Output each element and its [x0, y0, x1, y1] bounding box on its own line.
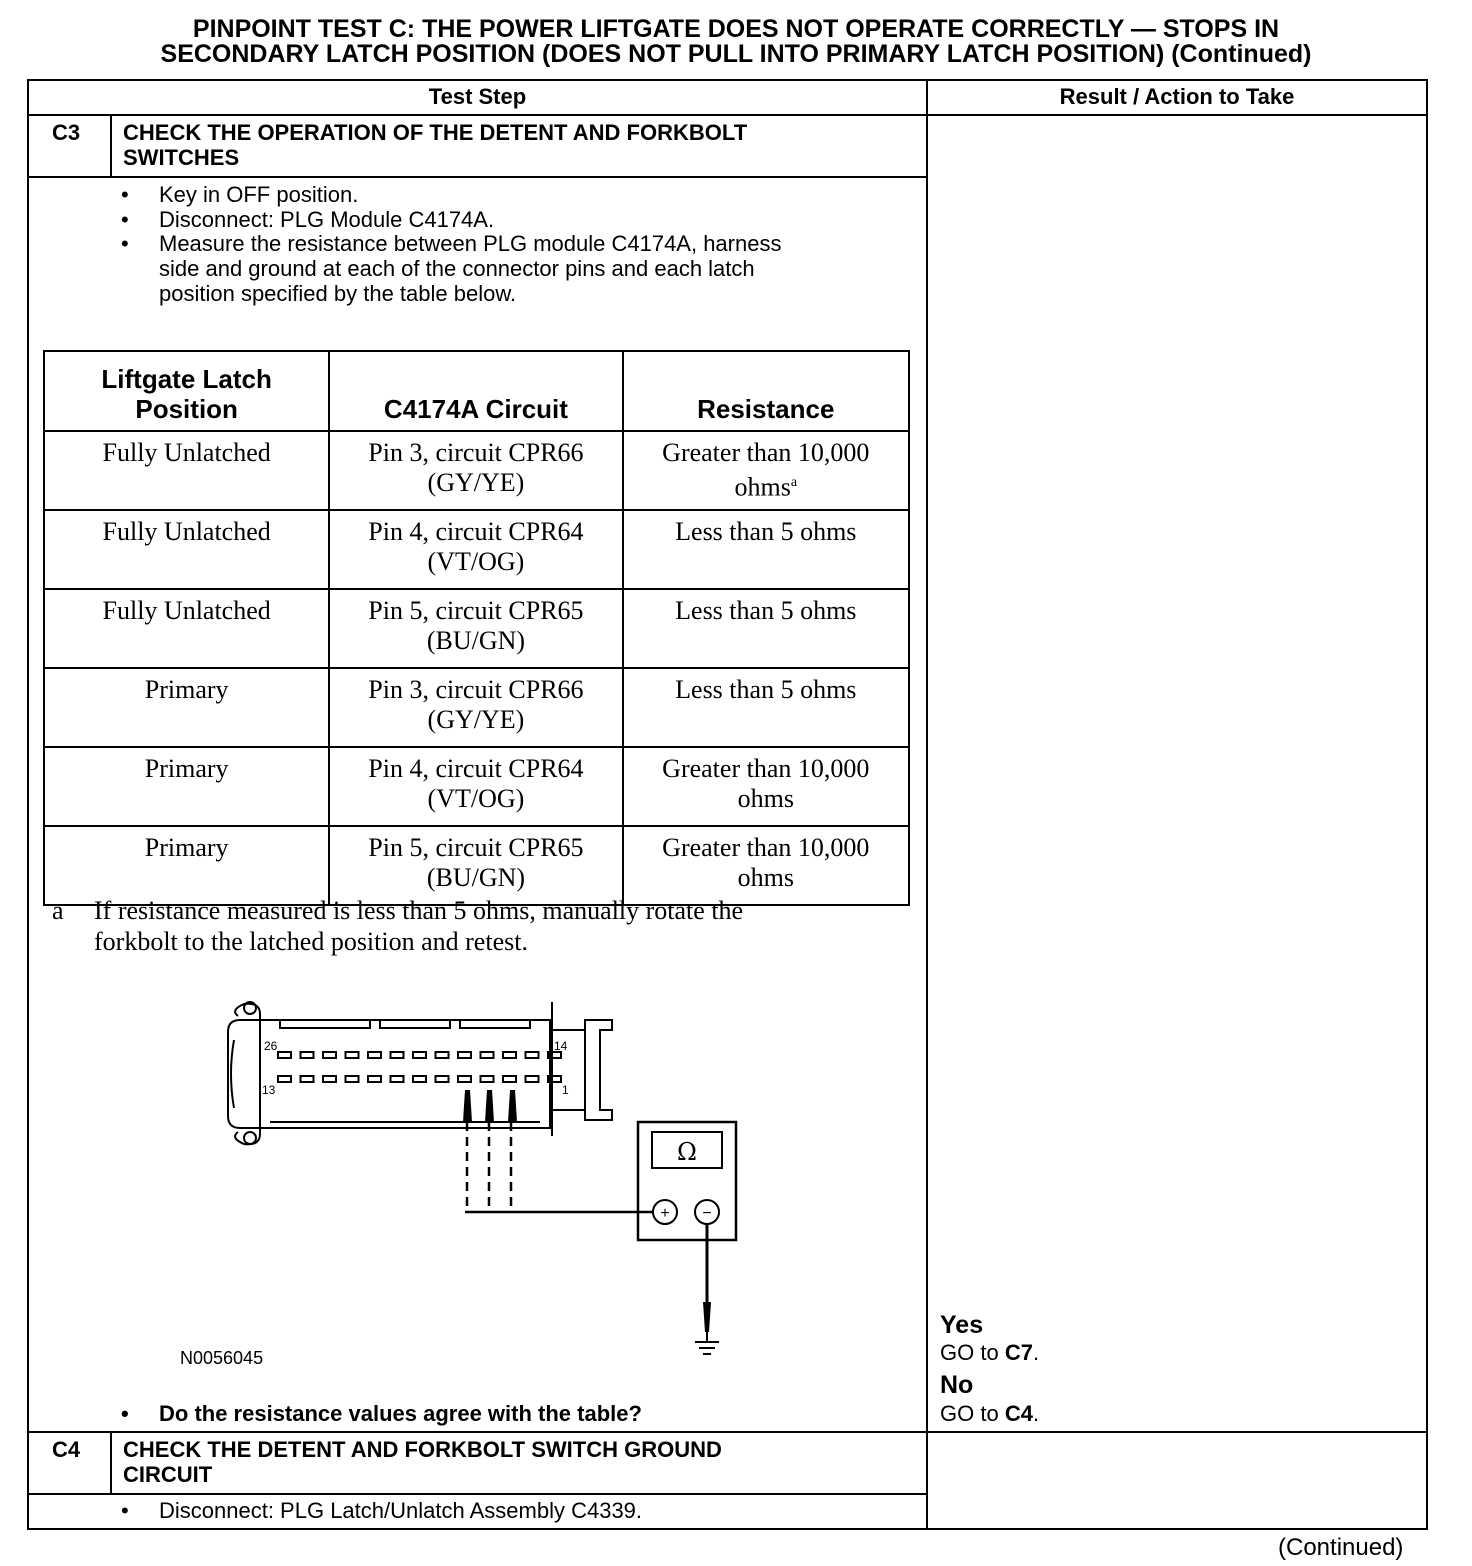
- connector-keys: [280, 1020, 530, 1028]
- cell-text: Pin 5, circuit CPR65: [368, 596, 584, 625]
- table-cell: [44, 747, 329, 826]
- cell-text: Primary: [144, 675, 229, 704]
- pin-cavity: [436, 1052, 449, 1058]
- step-c3-id-divider: [110, 114, 112, 177]
- header-test-step: Test Step: [428, 84, 527, 109]
- instruction-bullet: [121, 182, 911, 207]
- pin-cavity: [278, 1076, 291, 1082]
- bullet-text: side and ground at each of the connector pins and each latch: [159, 256, 755, 281]
- frame-top: [27, 79, 1428, 81]
- table-cell: [44, 668, 329, 747]
- footnote-reference: a: [790, 475, 798, 490]
- pin-cavity: [503, 1052, 516, 1058]
- pin-cavity: [481, 1076, 494, 1082]
- probe-leads: [467, 1122, 511, 1212]
- step-c3-title-line-2: SWITCHES: [123, 145, 240, 170]
- pin-cavity: [368, 1052, 381, 1058]
- cell-text: Primary: [144, 754, 229, 783]
- pin-row-top: [278, 1052, 561, 1058]
- pin-cavity: [323, 1076, 336, 1082]
- cell-text: Fully Unlatched: [102, 596, 271, 625]
- step-c4-top-separator: [27, 1431, 1428, 1433]
- bullet-text: Disconnect: PLG Module C4174A.: [159, 207, 495, 232]
- pin-cavity: [346, 1076, 359, 1082]
- pin-row-bottom: [278, 1076, 561, 1082]
- footnote-line-2: forkbolt to the latched position and retest.: [94, 927, 528, 956]
- pin-cavity: [323, 1052, 336, 1058]
- footnote-mark: a: [52, 896, 64, 925]
- table-cell: [623, 589, 909, 668]
- question-bullet: [121, 1401, 911, 1426]
- cell-text: Pin 4, circuit CPR64: [368, 517, 584, 546]
- table-row: [44, 589, 909, 668]
- cell-text: ohms: [734, 472, 791, 502]
- bullet-dot: •: [121, 182, 129, 207]
- table-cell: [623, 747, 909, 826]
- cell-text: Pin 3, circuit CPR66: [368, 675, 584, 704]
- table-cell: [623, 668, 909, 747]
- cell-text: Greater than 10,000: [662, 438, 870, 467]
- table-cell: [329, 589, 622, 668]
- bullet-text: Measure the resistance between PLG module C4174A, harness: [159, 231, 782, 256]
- cell-text: Fully Unlatched: [102, 517, 271, 546]
- test-probes: [463, 1090, 517, 1122]
- cell-text: ohms: [737, 784, 794, 813]
- table-header-row: [44, 351, 909, 431]
- header-text: C4174A Circuit: [383, 394, 568, 424]
- header-text: Resistance: [697, 394, 835, 424]
- table-cell: [329, 747, 622, 826]
- cell-text: Greater than 10,000: [662, 833, 870, 862]
- header-result: Result / Action to Take: [1059, 84, 1295, 109]
- connector-left-curve: [231, 1040, 234, 1108]
- result-no-action: GO to C4.: [940, 1401, 1040, 1426]
- pin-cavity: [526, 1052, 539, 1058]
- table-cell: [329, 668, 622, 747]
- pin-cavity: [458, 1076, 471, 1082]
- cell-text: (BU/GN): [426, 626, 526, 655]
- ohm-icon: Ω: [677, 1138, 697, 1166]
- column-header-latch-position: [44, 351, 329, 431]
- pin-label-1: 1: [562, 1083, 569, 1097]
- instruction-bullet: [121, 1498, 911, 1523]
- column-divider: [926, 79, 928, 1530]
- table-cell: [329, 826, 622, 905]
- step-c4-title-line-1: CHECK THE DETENT AND FORKBOLT SWITCH GROUND: [123, 1437, 722, 1462]
- table-row: [44, 510, 909, 589]
- table-row: [44, 431, 909, 510]
- connector-test-diagram: [200, 990, 760, 1390]
- connector-body: [228, 1020, 550, 1128]
- footnote-line-1: If resistance measured is less than 5 ohms, manually rotate the: [94, 896, 744, 925]
- pin-cavity: [301, 1076, 314, 1082]
- step-id-c3: C3: [52, 120, 81, 145]
- cell-text: Less than 5 ohms: [675, 517, 857, 546]
- bullet-dot: •: [121, 1401, 129, 1426]
- cell-text: Less than 5 ohms: [675, 596, 857, 625]
- pin-cavity: [503, 1076, 516, 1082]
- table-cell: [329, 510, 622, 589]
- pin-cavity: [391, 1052, 404, 1058]
- figure-id: N0056045: [180, 1348, 264, 1368]
- minus-icon: −: [702, 1205, 712, 1222]
- ground-icon: [695, 1332, 719, 1354]
- bullet-text: position specified by the table below.: [159, 281, 517, 306]
- result-no-label: No: [940, 1371, 974, 1399]
- ground-probe: [703, 1302, 711, 1332]
- question-text: Do the resistance values agree with the table?: [159, 1401, 642, 1426]
- cell-text: Greater than 10,000: [662, 754, 870, 783]
- cell-text: (GY/YE): [427, 468, 525, 497]
- table-cell: [623, 826, 909, 905]
- step-c4-title-separator: [27, 1493, 927, 1495]
- cell-text: Pin 3, circuit CPR66: [368, 438, 584, 467]
- pin-cavity: [301, 1052, 314, 1058]
- pin-cavity: [436, 1076, 449, 1082]
- cell-text: (VT/OG): [427, 547, 525, 576]
- pin-label-13: 13: [262, 1083, 276, 1097]
- link-c7: C7: [1004, 1340, 1033, 1365]
- cell-text: Pin 4, circuit CPR64: [368, 754, 584, 783]
- table-cell: [44, 431, 329, 510]
- bullet-dot: •: [121, 1498, 129, 1523]
- continued-label: (Continued): [1278, 1534, 1404, 1561]
- frame-bottom: [27, 1528, 1428, 1530]
- cell-text: (VT/OG): [427, 784, 525, 813]
- step-c3-title-separator: [27, 176, 927, 178]
- cell-text: Less than 5 ohms: [675, 675, 857, 704]
- table-cell: [44, 589, 329, 668]
- mount-hole-bottom: [244, 1132, 256, 1144]
- cell-text: Pin 5, circuit CPR65: [368, 833, 584, 862]
- frame-left: [27, 79, 29, 1530]
- pin-cavity: [346, 1052, 359, 1058]
- cell-text: Fully Unlatched: [102, 438, 271, 467]
- plus-icon: +: [660, 1205, 670, 1222]
- table-cell: [623, 510, 909, 589]
- result-yes-action: GO to C7.: [940, 1340, 1040, 1365]
- pin-cavity: [368, 1076, 381, 1082]
- pin-label-14: 14: [554, 1039, 568, 1053]
- bullet-dot: •: [121, 231, 129, 256]
- cell-text: ohms: [737, 863, 794, 892]
- pin-cavity: [391, 1076, 404, 1082]
- frame-right: [1426, 79, 1428, 1530]
- result-yes-label: Yes: [940, 1311, 984, 1339]
- cell-text: (BU/GN): [426, 863, 526, 892]
- table-cell: [623, 431, 909, 510]
- step-id-c4: C4: [52, 1437, 81, 1462]
- step-c4-title-line-2: CIRCUIT: [123, 1462, 213, 1487]
- table-row: [44, 747, 909, 826]
- step-c4-id-divider: [110, 1431, 112, 1494]
- table-cell: [44, 826, 329, 905]
- pin-cavity: [526, 1076, 539, 1082]
- step-c3-title-line-1: CHECK THE OPERATION OF THE DETENT AND FORKBOLT: [123, 120, 748, 145]
- table-row: [44, 826, 909, 905]
- pin-cavity: [481, 1052, 494, 1058]
- column-header-circuit: [329, 351, 622, 431]
- resistance-table: [43, 350, 910, 906]
- link-c4: C4: [1004, 1401, 1033, 1426]
- bullet-text: Disconnect: PLG Latch/Unlatch Assembly C4339.: [159, 1498, 643, 1523]
- pin-cavity: [458, 1052, 471, 1058]
- header-separator: [27, 114, 1428, 116]
- page-title-line-2: SECONDARY LATCH POSITION (DOES NOT PULL INTO PRIMARY LATCH POSITION) (Continued): [160, 40, 1312, 68]
- connector-latch: [585, 1020, 612, 1120]
- table-row: [44, 668, 909, 747]
- cell-text: (GY/YE): [427, 705, 525, 734]
- header-text: Liftgate Latch: [101, 364, 272, 394]
- instruction-bullet: [121, 207, 911, 232]
- table-cell: [44, 510, 329, 589]
- pin-cavity: [413, 1052, 426, 1058]
- cell-text: Primary: [144, 833, 229, 862]
- instruction-bullet: [121, 231, 911, 307]
- pin-cavity: [278, 1052, 291, 1058]
- column-header-resistance: [623, 351, 909, 431]
- header-text: Position: [135, 394, 238, 424]
- page-title-line-1: PINPOINT TEST C: THE POWER LIFTGATE DOES NOT OPERATE CORRECTLY — STOPS IN: [192, 15, 1280, 43]
- pin-label-26: 26: [264, 1039, 278, 1053]
- bullet-dot: •: [121, 207, 129, 232]
- bullet-text: Key in OFF position.: [159, 182, 359, 207]
- table-cell: [329, 431, 622, 510]
- pin-cavity: [413, 1076, 426, 1082]
